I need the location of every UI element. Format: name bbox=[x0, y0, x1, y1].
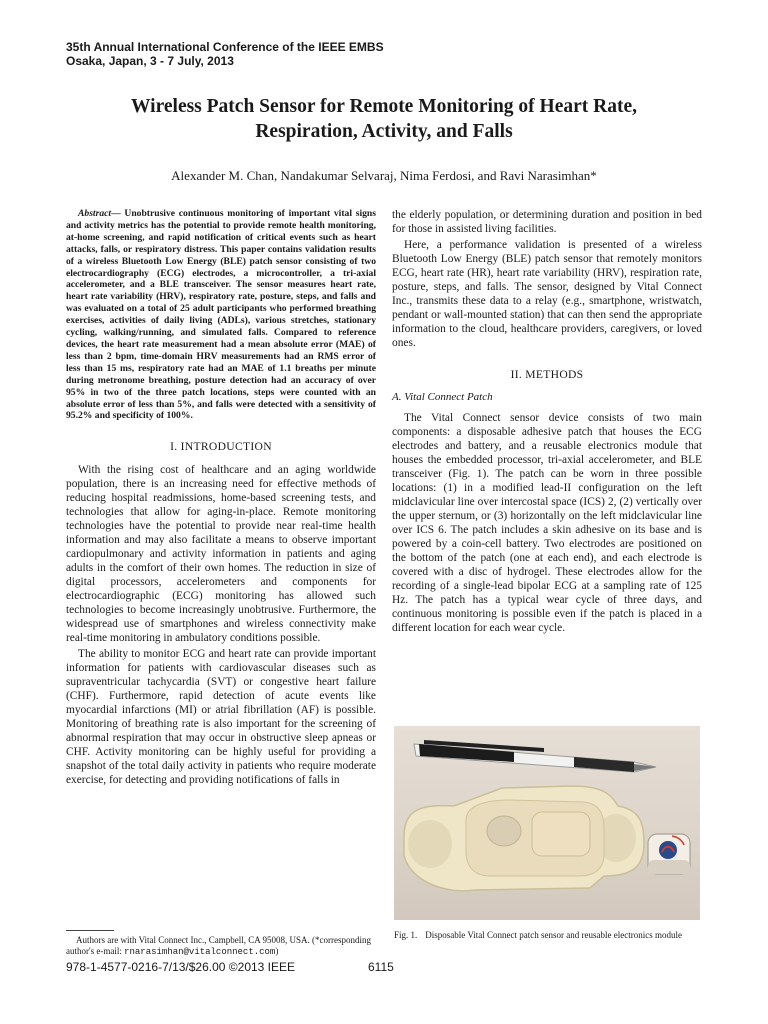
author-list: Alexander M. Chan, Nandakumar Selvaraj, Nima Ferdosi, and Ravi Narasimhan* bbox=[171, 168, 597, 183]
abstract-text: Unobtrusive continuous monitoring of important vital signs and activity metrics has the potential to provide remote health monitoring, at-home screening, and rapid notification of critical events such as heart attacks, falls, or respiratory distress. This paper contains validation results of a wireless Bluetooth Low Energy (BLE) patch sensor consisting of two electrocardiography (ECG) electrodes, a microcontroller, a tri-axial accelerometer, and a BLE transceiver. The sensor measures heart rate, heart rate variability (HRV), respiratory rate, posture, steps, and falls and was evaluated on a total of 25 adult participants who performed breathing exercises, activities of daily living (ADLs), various stretches, stationary cycling, walking/running, and simulated falls. Compared to reference devices, the heart rate measurement had a mean absolute error (MAE) of less than 2 bpm, time-domain HRV measurements had an RMS error of less than 15 ms, respiratory rate had an MAE of 1.1 breaths per minute during metronome breathing, posture detection had an accuracy of over 95% in two of the three patch locations, steps were counted with an absolute error of less than 5%, and falls were detected with a sensitivity of 95.2% and specificity of 100%. bbox=[66, 208, 376, 422]
abstract-label: Abstract bbox=[78, 208, 112, 219]
title-line-2: Respiration, Activity, and Falls bbox=[255, 121, 513, 142]
introduction-paragraph-2-continued: the elderly population, or determining duration and position in bed for those in assisted living facilities. bbox=[392, 209, 702, 235]
right-column bbox=[392, 208, 702, 637]
conference-header bbox=[66, 40, 384, 68]
electronics-module bbox=[648, 834, 690, 874]
conference-location: Osaka, Japan, 3 - 7 July, 2013 bbox=[66, 54, 234, 68]
footnote bbox=[66, 930, 376, 958]
introduction-paragraph-3: Here, a performance validation is presented of a wireless Bluetooth Low Energy (BLE) patch sensor that remotely monitors ECG, heart rate (HR), heart rate variability (HRV), respiration rate, posture, steps, and falls. The sensor, designed by Vital Connect Inc., transmits these data to a relay (e.g., smartphone, wristwatch, pendant or wall-mounted station) that can then send the appropriate information to the cloud, healthcare providers, caregivers, or loved ones. bbox=[392, 239, 702, 349]
conference-name: 35th Annual International Conference of the IEEE EMBS bbox=[66, 40, 384, 54]
footnote-rule bbox=[66, 930, 114, 931]
methods-subsection-heading: A. Vital Connect Patch bbox=[392, 391, 493, 403]
patch-sensor-illustration bbox=[394, 726, 700, 920]
figure-label: Fig. 1. bbox=[394, 930, 418, 940]
abstract bbox=[66, 208, 376, 422]
methods-heading: II. METHODS bbox=[510, 368, 584, 381]
introduction-paragraph-1: With the rising cost of healthcare and an aging worldwide population, there is an increasing need for effective methods of reducing hospital readmissions, home-based screening tests, and technologies that allow for aging-in-place. Remote monitoring technologies have the potential to provide near real-time health information and may also facilitate a means to observe important cardiopulmonary and activity information in patients and aging adults in the comfort of their own homes. The reduction in size of digital processors, accelerometers and components for electrocardiographic (ECG) monitoring has allowed such technologies to become increasingly unobtrusive. Furthermore, the widespread use of smartphones and wireless connectivity make real-time monitoring in ambulatory conditions possible. bbox=[66, 464, 376, 645]
introduction-heading: I. INTRODUCTION bbox=[170, 440, 272, 454]
left-column bbox=[66, 208, 376, 789]
footnote-affiliation: Authors are with Vital Connect Inc., Campbell, CA 95008, USA. (*corresponding author's e-mail: bbox=[66, 935, 372, 956]
title-line-1: Wireless Patch Sensor for Remote Monitoring of Heart Rate, bbox=[131, 96, 637, 117]
isbn-copyright: 978-1-4577-0216-7/13/$26.00 ©2013 IEEE bbox=[66, 960, 296, 974]
abstract-dash: — bbox=[111, 208, 125, 219]
adhesive-patch bbox=[404, 786, 644, 891]
figure-caption-text: Disposable Vital Connect patch sensor and reusable electronics module bbox=[425, 930, 682, 940]
footnote-email: rnarasimhan@vitalconnect.com bbox=[124, 947, 276, 957]
pen-drawing bbox=[414, 740, 656, 772]
figure-1-photo bbox=[394, 726, 700, 920]
introduction-paragraph-2: The ability to monitor ECG and heart rate can provide important information for patients with cardiovascular diseases such as supraventricular tachycardia (SVT) or congestive heart failure (CHF). Furthermore, rapid detection of acute events like myocardial infarctions (MI) or atrial fibrillation (AF) is possible. Monitoring of breathing rate is also important for the screening of abnormal respiration that may occur in obstructive sleep apneas or CHF. Activity monitoring can be highly useful for providing a snapshot of the total daily activity in patients who require moderate exercise, for detecting and providing notifications of falls in bbox=[66, 648, 376, 787]
footnote-text bbox=[66, 935, 376, 958]
paper-title bbox=[66, 94, 702, 144]
figure-1-caption bbox=[394, 930, 702, 941]
methods-paragraph-1: The Vital Connect sensor device consists of two main components: a disposable adhesive patch that houses the ECG electrodes and battery, and a reusable electronics module that houses the embedded processor, tri-axial accelerometer, and BLE transceiver (Fig. 1). The patch can be worn in three possible locations: (1) in a modified lead-II configuration on the left midclavicular line over intercostal space (ICS) 2, (2) vertically over the upper sternum, or (3) horizontally on the left midclavicular line over ICS 6. The patch includes a skin adhesive on its base and is powered by a coin-cell battery. Two electrodes are positioned on the bottom of the patch (one at each end), and each electrode is covered with a disc of hydrogel. These electrodes allow for the recording of a single-lead bipolar ECG at a sampling rate of 125 Hz. The patch has a typical wear cycle of three days, and continuous monitoring is possible even if the patch is placed in a different location for each wear cycle. bbox=[392, 412, 702, 634]
footnote-close: ) bbox=[275, 946, 279, 956]
page-number: 6115 bbox=[368, 960, 394, 974]
